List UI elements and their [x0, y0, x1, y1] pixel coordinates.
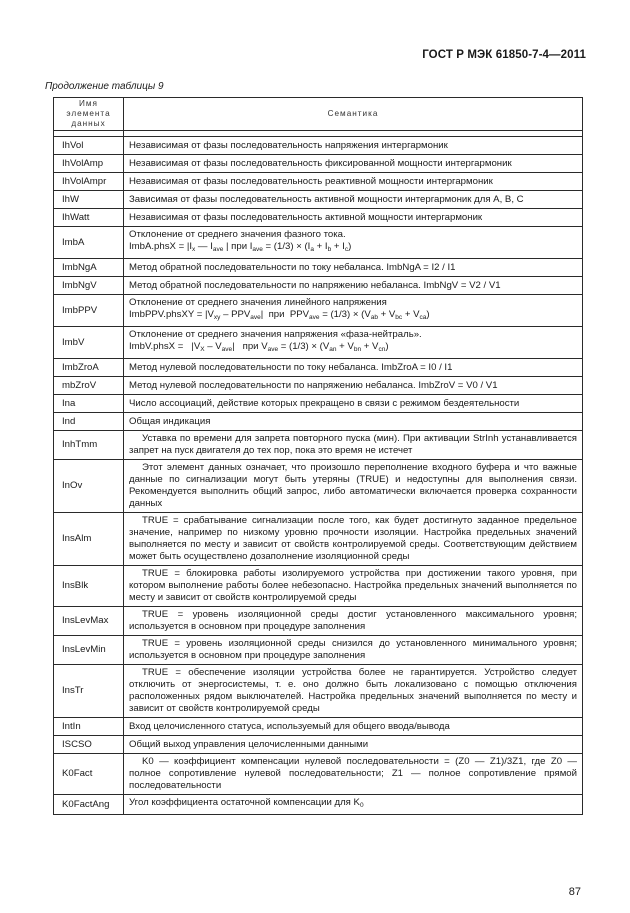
data-object-name: InsTr: [54, 665, 124, 718]
data-object-name: InsLevMax: [54, 607, 124, 636]
table-row: [54, 173, 583, 191]
data-object-name: ISCSO: [54, 736, 124, 754]
table-row: [54, 155, 583, 173]
table-row: [54, 566, 583, 607]
semantics-text: Метод обратной последовательности по напряжению небаланса. ImbNgV = V2 / V1: [124, 277, 583, 295]
table-row: [54, 413, 583, 431]
data-object-name: K0FactAng: [54, 795, 124, 815]
data-object-name: InOv: [54, 460, 124, 513]
semantics-text: TRUE = уровень изоляционной среды достиг установленного максимального уровня; используется в основном при процедуре заполнения: [124, 607, 583, 636]
semantics-text: Вход целочисленного статуса, используемый для общего ввода/вывода: [124, 718, 583, 736]
table-row: [54, 191, 583, 209]
semantics-text: Независимая от фазы последовательность напряжения интергармоник: [124, 137, 583, 155]
semantics-text: Отклонение от среднего значения напряжения «фаза-нейтраль».: [129, 329, 422, 340]
semantics-text: Этот элемент данных означает, что произошло переполнение входного буфера и что важные данные по сигнализации могут быть утеряны (TRUE) и недоступны для выполнения связи. Рекомендуется выполнить общий запрос, либо автоматически включается проверка сохранности данных: [124, 460, 583, 513]
table-row: [54, 377, 583, 395]
formula-imba: ImbA.phsX = $|I_x$ — $I_{ave}$ | при $I_{ave} = (1/3) \times (I_a + I_b + I_c)$: [129, 241, 352, 253]
semantics-text: TRUE = уровень изоляционной среды снизился до установленного минимального уровня; используется в основном при процедуре заполнения: [124, 636, 583, 665]
data-object-name: ImbNgA: [54, 259, 124, 277]
semantics-text: Число ассоциаций, действие которых прекращено в связи с режимом бездеятельности: [124, 395, 583, 413]
semantics-cell: [124, 295, 583, 327]
semantics-cell: [124, 327, 583, 359]
table-row: [54, 395, 583, 413]
data-object-name: mbZroV: [54, 377, 124, 395]
column-header-name: Имя элемента данных: [54, 98, 124, 131]
table-row: [54, 209, 583, 227]
table-row: [54, 359, 583, 377]
semantics-text: Зависимая от фазы последовательность активной мощности интергармоник для А, В, С: [124, 191, 583, 209]
data-object-name: Ina: [54, 395, 124, 413]
table-row: [54, 754, 583, 795]
semantics-text: TRUE = обеспечение изоляции устройства более не гарантируется. Устройство следует отключить от энергосистемы, т. е. оно должно быть локализовано с помощью отключения расположенных рядом выключателей. Настройка предельных значений выполняется по месту и зависит от свойств контролируемой среды: [124, 665, 583, 718]
data-object-name: ImbZroA: [54, 359, 124, 377]
semantics-text: K0 — коэффициент компенсации нулевой последовательности = (Z0 — Z1)/3Z1, где Z0 — полное сопротивление нулевой последовательности; Z1 — полное сопротивление прямой последовательности: [124, 754, 583, 795]
semantics-text: Независимая от фазы последовательность активной мощности интергармоник: [124, 209, 583, 227]
semantics-text: Отклонение от среднего значения линейного напряжения: [129, 297, 387, 308]
table-header-row: [54, 98, 583, 131]
table-row: [54, 295, 583, 327]
table-row: [54, 327, 583, 359]
semantics-text: Общий выход управления целочисленными данными: [124, 736, 583, 754]
semantics-text: Метод нулевой последовательности по напряжению небаланса. ImbZroV = V0 / V1: [124, 377, 583, 395]
formula-imbv: ImbV.phsX = $|V_X - V_{ave}|$ при $V_{ave} = (1/3) \times (V_{an} + V_{bn} + V_{cn})$: [129, 341, 389, 353]
k0-subscript: 0: [359, 802, 364, 809]
data-object-name: ImbNgV: [54, 277, 124, 295]
data-object-name: K0Fact: [54, 754, 124, 795]
data-object-name: IhVolAmp: [54, 155, 124, 173]
table-row: [54, 795, 583, 815]
data-object-name: InsAlm: [54, 513, 124, 566]
table-row: [54, 227, 583, 259]
data-object-name: IntIn: [54, 718, 124, 736]
table-row: [54, 665, 583, 718]
standard-designation: ГОСТ Р МЭК 61850-7-4—2011: [422, 49, 586, 61]
data-object-name: InsBlk: [54, 566, 124, 607]
data-object-name: IhVolAmpr: [54, 173, 124, 191]
semantics-text: TRUE = блокировка работы изолируемого устройства при достижении такого уровня, при котором выполнение работы более небезопасно. Настройка предельных значений выполняется по месту и зависит от свойств контролируемой среды: [124, 566, 583, 607]
page-number: 87: [568, 886, 581, 898]
data-object-name: IhWatt: [54, 209, 124, 227]
semantics-text: Угол коэффициента остаточной компенсации для K: [129, 797, 360, 808]
semantics-table: [53, 97, 583, 815]
semantics-text: Уставка по времени для запрета повторного пуска (мин). При активации StrInh устанавливается запрет на пуск двигателя до тех пор, пока это время не истечет: [124, 431, 583, 460]
semantics-text: Независимая от фазы последовательность фиксированной мощности интергармоник: [124, 155, 583, 173]
table-row: [54, 607, 583, 636]
semantics-cell: [124, 227, 583, 259]
semantics-text: Метод нулевой последовательности по току небаланса. ImbZroA = I0 / I1: [124, 359, 583, 377]
data-object-name: IhVol: [54, 137, 124, 155]
semantics-text: Общая индикация: [124, 413, 583, 431]
column-header-semantics: Семантика: [124, 98, 583, 131]
semantics-text: Отклонение от среднего значения фазного тока.: [129, 229, 346, 240]
semantics-text: TRUE = срабатывание сигнализации после того, как будет достигнуто заданное предельное значение, например по низкому уровню прочности изоляции. Настройка предельных значений выполняется по месту и зависит от свойств контролируемой среды. Соответствующим действием может быть осуществлено дозаполнение изоляционной среды: [124, 513, 583, 566]
data-object-name: InsLevMin: [54, 636, 124, 665]
formula-imbppv: ImbPPV.phsXY = $|V_{xy} - PPV_{ave}|$ при $PPV_{ave} = (1/3) \times (V_{ab} + V_{bc} + V_{ca})$: [129, 309, 430, 321]
semantics-text: Независимая от фазы последовательность реактивной мощности интергармоник: [124, 173, 583, 191]
data-object-name: ImbPPV: [54, 295, 124, 327]
table-row: [54, 513, 583, 566]
data-object-name: ImbA: [54, 227, 124, 259]
data-object-name: Ind: [54, 413, 124, 431]
table-caption: Продолжение таблицы 9: [45, 81, 164, 92]
table-row: [54, 259, 583, 277]
table-row: [54, 277, 583, 295]
data-object-name: ImbV: [54, 327, 124, 359]
semantics-text: Метод обратной последовательности по току небаланса. ImbNgA = I2 / I1: [124, 259, 583, 277]
table-row: [54, 718, 583, 736]
table-row: [54, 431, 583, 460]
table-row: [54, 137, 583, 155]
data-object-name: InhTmm: [54, 431, 124, 460]
table-row: [54, 736, 583, 754]
semantics-cell: [124, 795, 583, 815]
data-object-name: IhW: [54, 191, 124, 209]
table-row: [54, 636, 583, 665]
table-row: [54, 460, 583, 513]
